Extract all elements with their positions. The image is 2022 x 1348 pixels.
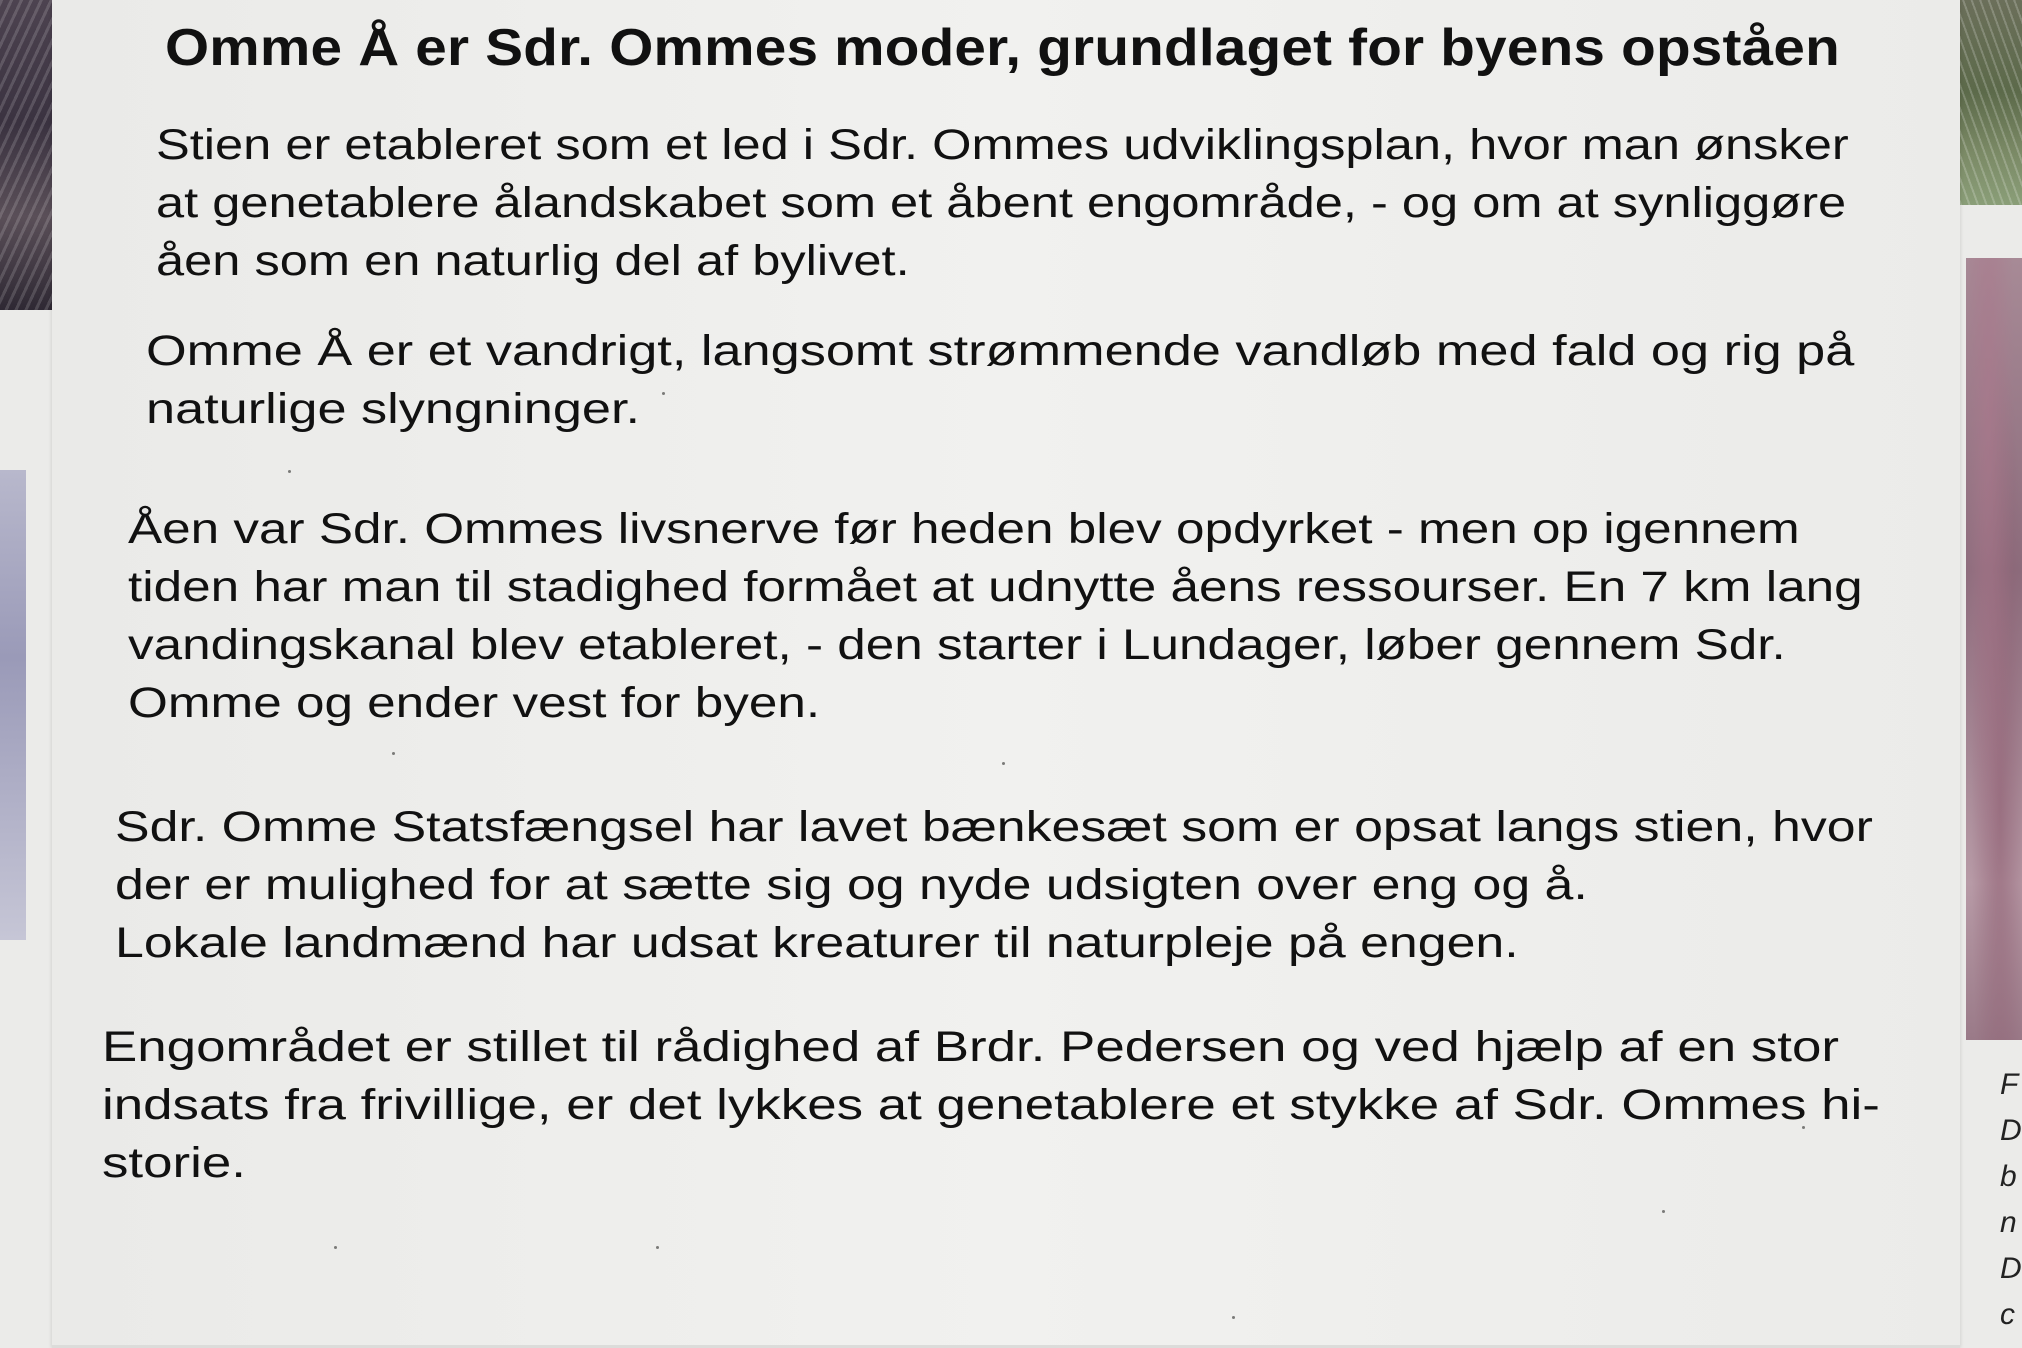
sign-paragraph-1 [156, 116, 1849, 290]
sign-paragraph-4 [115, 798, 1873, 972]
sign-paragraph-line: indsats fra frivillige, er det lykkes at genetablere et stykke af Sdr. Ommes hi- [102, 1081, 1880, 1129]
sign-paragraph-line: Sdr. Omme Statsfængsel har lavet bænkesæt som er opsat langs stien, hvor [115, 803, 1873, 851]
adjacent-photo-right-mid [1966, 258, 2022, 1040]
caption-fragment-line: D [2000, 1114, 2022, 1147]
sign-paragraph-line: naturlige slyngninger. [146, 385, 641, 433]
caption-fragment-line: b [2000, 1160, 2017, 1193]
caption-fragment-line: D [2000, 1252, 2022, 1285]
adjacent-photo-left-top [0, 0, 52, 310]
adjacent-caption-fragment [2000, 1062, 2022, 1338]
sign-title: Omme Å er Sdr. Ommes moder, grundlaget for byens opståen [165, 19, 1840, 77]
sign-paragraph-line: åen som en naturlig del af bylivet. [156, 237, 910, 285]
sign-paragraph-line: Omme og ender vest for byen. [128, 679, 821, 727]
sign-paragraph-line: storie. [102, 1139, 246, 1187]
sign-paragraph-line: Engområdet er stillet til rådighed af Brdr. Pedersen og ved hjælp af en stor [102, 1023, 1839, 1071]
board-speck [656, 1246, 659, 1249]
sign-paragraph-line: at genetablere ålandskabet som et åbent engområde, - og om at synliggøre [156, 179, 1847, 227]
sign-paragraph-line: Stien er etableret som et led i Sdr. Ommes udviklingsplan, hvor man ønsker [156, 121, 1849, 169]
board-speck [334, 1246, 337, 1249]
board-speck [1232, 1316, 1235, 1319]
sign-paragraph-line: Åen var Sdr. Ommes livsnerve før heden blev opdyrket - men op igennem [128, 505, 1800, 553]
caption-fragment-line: n [2000, 1206, 2017, 1239]
sign-paragraph-line: Omme Å er et vandrigt, langsomt strømmende vandløb med fald og rig på [146, 327, 1855, 375]
board-speck [1002, 762, 1005, 765]
sign-paragraph-3 [128, 500, 1863, 732]
sign-paragraph-2 [146, 322, 1854, 438]
board-speck [392, 752, 395, 755]
adjacent-photo-right-top [1960, 0, 2022, 205]
board-speck [1662, 1210, 1665, 1213]
caption-fragment-line: F [2000, 1068, 2019, 1101]
sign-paragraph-line: tiden har man til stadighed formået at udnytte åens ressourser. En 7 km lang [128, 563, 1863, 611]
board-speck [288, 470, 291, 473]
sign-paragraph-line: Lokale landmænd har udsat kreaturer til naturpleje på engen. [115, 919, 1519, 967]
sign-paragraph-5 [102, 1018, 1880, 1192]
adjacent-photo-left-mid [0, 470, 26, 940]
sign-paragraph-line: der er mulighed for at sætte sig og nyde udsigten over eng og å. [115, 861, 1588, 909]
caption-fragment-line: c [2000, 1298, 2015, 1331]
sign-paragraph-line: vandingskanal blev etableret, - den starter i Lundager, løber gennem Sdr. [128, 621, 1786, 669]
